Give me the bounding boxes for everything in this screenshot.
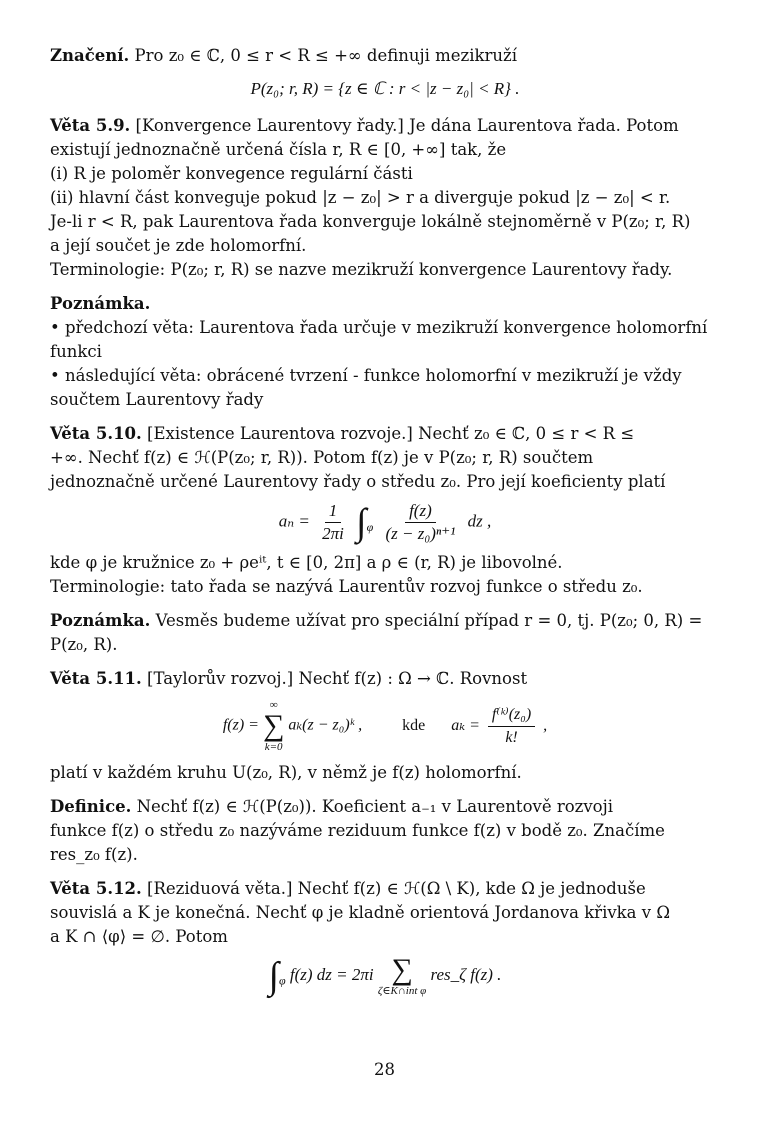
remark-1-heading: Poznámka. xyxy=(50,294,151,313)
theorem-5-12-line-3: a K ∩ ⟨φ⟩ = ∅. Potom xyxy=(50,927,228,946)
residue-integral-symbol: ∫ xyxy=(268,955,279,997)
theorem-5-12-line xyxy=(50,877,720,901)
theorem-5-9-line-2: existují jednoznačně určená čísla r, R ∈ [0, +∞] tak, že xyxy=(50,140,507,159)
remark-2-line xyxy=(50,609,720,633)
theorem-5-11-after: platí v každém kruhu U(z₀, R), v němž je f(z) holomorfní. xyxy=(50,763,522,782)
kde-word: kde xyxy=(402,716,426,734)
residue-formula xyxy=(50,955,720,997)
integrand-denominator: (z − z₀)ⁿ⁺¹ xyxy=(385,524,456,543)
definition xyxy=(50,795,720,867)
remark-2 xyxy=(50,609,720,657)
taylor-lhs: f(z) = xyxy=(222,716,259,734)
integral-symbol: ∫ xyxy=(356,501,367,544)
theorem-5-12-heading: Věta 5.12. xyxy=(50,879,142,898)
fraction-denominator: 2πi xyxy=(322,524,344,543)
annulus-formula: P(z₀; r, R) = {z ∈ ℂ : r < |z − z₀| < R} . xyxy=(250,79,520,98)
theorem-5-9-heading: Věta 5.9. xyxy=(50,116,131,135)
theorem-5-10-heading: Věta 5.10. xyxy=(50,424,142,443)
coef-ak-numerator: f⁽ᵏ⁾(z₀) xyxy=(488,704,535,727)
remark-2-heading: Poznámka. xyxy=(50,611,151,630)
fraction-numerator: 1 xyxy=(325,500,342,523)
notation-paragraph xyxy=(50,44,720,68)
theorem-5-11-heading: Věta 5.11. xyxy=(50,669,142,688)
fraction-1-over-2pi-i xyxy=(318,500,348,545)
coef-ak-fraction xyxy=(488,704,535,749)
residue-sum-symbol xyxy=(378,955,426,997)
coef-ak-denominator: k! xyxy=(505,728,518,746)
coef-lhs: aₙ = xyxy=(278,511,310,531)
coef-ak-tail: , xyxy=(543,716,548,734)
taylor-series xyxy=(223,699,362,753)
sum-sigma: ∑ xyxy=(262,709,285,742)
taylor-body: aₖ(z − z₀)ᵏ , xyxy=(288,716,363,734)
integral-subscript: φ xyxy=(366,519,374,534)
integrand-fraction xyxy=(381,500,459,545)
theorem-5-10 xyxy=(50,422,720,599)
theorem-5-10-after-1: kde φ je kružnice z₀ + ρeⁱᵗ, t ∈ [0, 2π] a ρ ∈ (r, R) je libovolné. xyxy=(50,553,563,572)
page-number: 28 xyxy=(374,1060,395,1079)
definition-line-1: Nechť f(z) ∈ ℋ(P(z₀)). Koeficient a₋₁ v Laurentově rozvoji xyxy=(136,797,613,816)
theorem-5-11-line-1: [Taylorův rozvoj.] Nechť f(z) : Ω → ℂ. Rovnost xyxy=(147,669,528,688)
theorem-5-10-line-1: [Existence Laurentova rozvoje.] Nechť z₀ ∈ ℂ, 0 ≤ r < R ≤ xyxy=(147,424,635,443)
remark-2-line-1: Vesměs budeme užívat pro speciální případ r = 0, tj. P(z₀; 0, R) = xyxy=(155,611,703,630)
theorem-5-11-line xyxy=(50,667,720,691)
theorem-5-9-line-7: Terminologie: P(z₀; r, R) se nazve mezikruží konvergence Laurentovy řady. xyxy=(50,260,673,279)
residue-sum-sigma: ∑ xyxy=(391,953,413,986)
residue-sum-lower: ζ∈K∩int φ xyxy=(377,985,427,997)
theorem-5-9-line-6: a její součet je zde holomorfní. xyxy=(50,236,307,255)
theorem-5-9-line-1: [Konvergence Laurentovy řady.] Je dána Laurentova řada. Potom xyxy=(135,116,679,135)
residue-integral-subscript: φ xyxy=(279,973,286,988)
remark-2-line-2: P(z₀, R). xyxy=(50,635,118,654)
residue-formula-tail: res_ζ f(z) . xyxy=(430,964,502,984)
sum-symbol xyxy=(263,699,284,753)
laurent-coefficient-formula xyxy=(50,500,720,545)
coef-ak-lhs: aₖ = xyxy=(451,716,480,734)
definition-heading: Definice. xyxy=(50,797,132,816)
remark-1-line-4: součtem Laurentovy řady xyxy=(50,390,264,409)
theorem-5-9-line-3: (i) R je poloměr konvegence regulární části xyxy=(50,164,413,183)
remark-1 xyxy=(50,292,720,412)
theorem-5-9 xyxy=(50,114,720,282)
integral-tail: dz , xyxy=(467,511,492,531)
notation-text: Pro z₀ ∈ ℂ, 0 ≤ r < R ≤ +∞ definuji mezikruží xyxy=(134,46,518,65)
sum-upper: ∞ xyxy=(269,699,278,711)
theorem-5-12-line-2: souvislá a K je konečná. Nechť φ je kladně orientová Jordanova křivka v Ω xyxy=(50,903,670,922)
theorem-5-10-after-2: Terminologie: tato řada se nazývá Laurentův rozvoj funkce o středu z₀. xyxy=(50,577,643,596)
theorem-5-9-line-5: Je-li r < R, pak Laurentova řada konverguje lokálně stejnoměrně v P(z₀; r, R) xyxy=(50,212,691,231)
definition-line-3: res_z₀ f(z). xyxy=(50,845,138,864)
theorem-5-9-line-4: (ii) hlavní část konveguje pokud |z − z₀| > r a diverguje pokud |z − z₀| < r. xyxy=(50,188,671,207)
taylor-coefficient xyxy=(402,704,547,749)
theorem-5-10-line-3: jednoznačně určené Laurentovy řady o středu z₀. Pro její koeficienty platí xyxy=(50,472,666,491)
theorem-5-10-line-2: +∞. Nechť f(z) ∈ ℋ(P(z₀; r, R)). Potom f(z) je v P(z₀; r, R) součtem xyxy=(50,448,594,467)
page-content xyxy=(50,44,720,1003)
theorem-5-10-line xyxy=(50,422,720,446)
residue-formula-middle: f(z) dz = 2πi xyxy=(289,964,374,984)
integrand-numerator: f(z) xyxy=(405,500,436,523)
taylor-formula xyxy=(50,699,720,753)
theorem-5-9-line xyxy=(50,114,720,138)
definition-line xyxy=(50,795,720,819)
notation-heading: Značení. xyxy=(50,46,130,65)
theorem-5-12 xyxy=(50,877,720,997)
theorem-5-11 xyxy=(50,667,720,785)
remark-1-line-3: • následující věta: obrácené tvrzení - funkce holomorfní v mezikruží je vždy xyxy=(50,366,682,385)
remark-1-line-1: • předchozí věta: Laurentova řada určuje v mezikruží konvergence holomorfní xyxy=(50,318,708,337)
definition-line-2: funkce f(z) o středu z₀ nazýváme reziduum funkce f(z) v bodě z₀. Značíme xyxy=(50,821,665,840)
remark-1-line-2: funkci xyxy=(50,342,102,361)
theorem-5-12-line-1: [Reziduová věta.] Nechť f(z) ∈ ℋ(Ω \ K), kde Ω je jednoduše xyxy=(147,879,646,898)
sum-lower: k=0 xyxy=(264,741,283,753)
